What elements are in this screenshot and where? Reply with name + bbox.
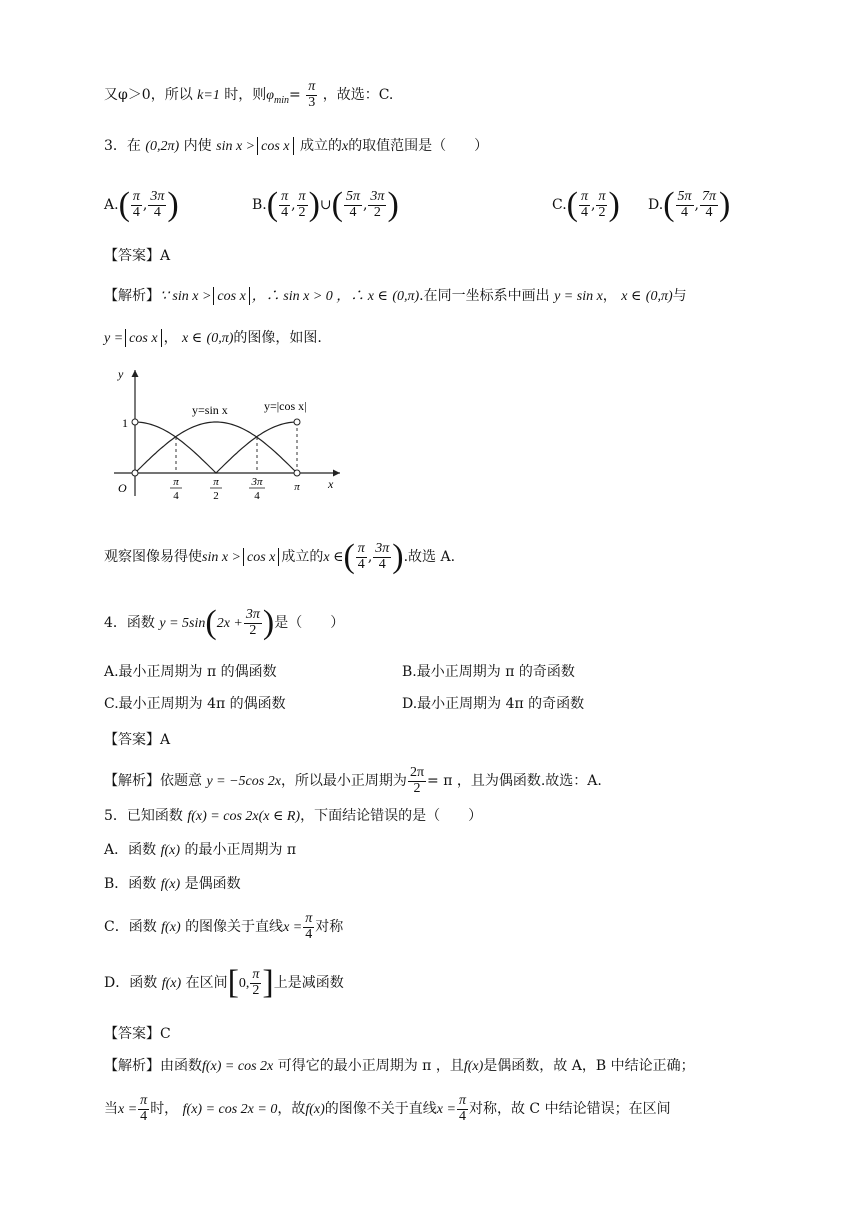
open-point-pi-top bbox=[294, 419, 300, 425]
fraction: $\frac{\pi}{3}$ bbox=[308, 79, 316, 110]
q4-option-c[interactable]: C.最小正周期为 4π 的偶函数 bbox=[104, 696, 286, 712]
q4-answer: 【答案】A bbox=[104, 732, 171, 748]
tick-pi-4-num: π bbox=[173, 476, 179, 488]
q4-option-b[interactable]: B.最小正周期为 π 的奇函数 bbox=[402, 664, 575, 680]
question-3-stem: 3．在 (0,2π) 内使 sin x > cos x 成立的x的取值范围是（ ） bbox=[104, 138, 489, 154]
q4-option-a[interactable]: A.最小正周期为 π 的偶函数 bbox=[104, 664, 277, 680]
sin-curve bbox=[135, 422, 297, 473]
open-point-origin bbox=[132, 470, 138, 476]
tick-pi-2-den: 2 bbox=[213, 490, 219, 502]
tick-3pi-4-num: 3π bbox=[251, 476, 263, 488]
sin-label: y=sin x bbox=[192, 403, 228, 417]
q3-option-a[interactable]: A.( $\frac{\pi}{4}$ , $\frac{3\pi}{4}$ ) bbox=[104, 186, 179, 223]
q3-observation: 观察图像易得使sin x > cos x 成立的x ∈( $\frac{\pi}{4}$ , $\frac{3\pi}{4}$ ).故选 A. bbox=[104, 538, 456, 575]
intro-line: 又φ＞0，所以 k=1 时，则$\varphi_{min}=$ $\frac{\pi}{3}$ ，故选：C. bbox=[104, 79, 394, 110]
tick-pi-4-den: 4 bbox=[173, 490, 179, 502]
tick-pi-2-num: π bbox=[213, 476, 219, 488]
question-4-stem: 4．函数 y = 5sin(2x + $\frac{3\pi}{2}$ )是（ ） bbox=[104, 604, 345, 641]
q4-option-d[interactable]: D.最小正周期为 4π 的奇函数 bbox=[402, 696, 585, 712]
sin-abs-cos-graph bbox=[104, 364, 354, 504]
q3-option-b[interactable]: B.( $\frac{\pi}{4}$ , $\frac{\pi}{2}$ )∪( $\frac{5\pi}{4}$ , $\frac{3\pi}{2}$ ) bbox=[252, 186, 399, 223]
tick-pi: π bbox=[294, 481, 300, 493]
y-axis-label: y bbox=[118, 367, 124, 381]
q3-answer: 【答案】A bbox=[104, 248, 171, 264]
q5-answer: 【答案】C bbox=[104, 1026, 171, 1042]
origin-label: O bbox=[118, 481, 127, 495]
q3-analysis-line-2: y = cos x ， x ∈ (0,π)的图像，如图. bbox=[104, 330, 322, 346]
abs-cos-curve bbox=[135, 422, 297, 473]
q5-analysis-line-2: 当x = $\frac{\pi}{4}$ 时， f(x) = cos 2x = 0，故f(x)的图像不关于直线x = $\frac{\pi}{4}$ 对称，故 C 中结论错误；在区间 bbox=[104, 1093, 671, 1124]
question-5-stem: 5．已知函数 f(x) = cos 2x(x ∈ R)，下面结论错误的是（ ） bbox=[104, 808, 483, 824]
q3-option-d[interactable]: D.( $\frac{5\pi}{4}$ , $\frac{7\pi}{4}$ ) bbox=[648, 186, 731, 223]
q5-option-b[interactable]: B．函数 f(x) 是偶函数 bbox=[104, 876, 241, 892]
q4-analysis: 【解析】依题意 y = −5cos 2x，所以最小正周期为 $\frac{2\pi}{2}$ = π ，且为偶函数.故选：A. bbox=[104, 765, 602, 796]
q5-option-c[interactable]: C．函数 f(x) 的图像关于直线x = $\frac{\pi}{4}$ 对称 bbox=[104, 911, 344, 942]
q5-option-d[interactable]: D．函数 f(x) 在区间[0, $\frac{\pi}{2}$ ]上是减函数 bbox=[104, 964, 344, 1001]
open-point-pi-axis bbox=[294, 470, 300, 476]
q5-option-a[interactable]: A．函数 f(x) 的最小正周期为 π bbox=[104, 842, 297, 858]
tick-3pi-4-den: 4 bbox=[254, 490, 260, 502]
one-label: 1 bbox=[122, 416, 128, 430]
open-point-one bbox=[132, 419, 138, 425]
q3-option-c[interactable]: C.( $\frac{\pi}{4}$ , $\frac{\pi}{2}$ ) bbox=[552, 186, 620, 223]
q5-analysis-line-1: 【解析】由函数f(x) = cos 2x 可得它的最小正周期为 π ，且f(x)是偶函数，故 A，B 中结论正确； bbox=[104, 1058, 695, 1074]
cos-label: y=|cos x| bbox=[264, 399, 307, 413]
x-axis-label: x bbox=[328, 477, 334, 491]
q3-analysis-line-1: 【解析】∵ sin x > cos x ，∴ sin x > 0 ，∴ x ∈ (0,π).在同一坐标系中画出 y = sin x， x ∈ (0,π)与 bbox=[104, 288, 687, 304]
